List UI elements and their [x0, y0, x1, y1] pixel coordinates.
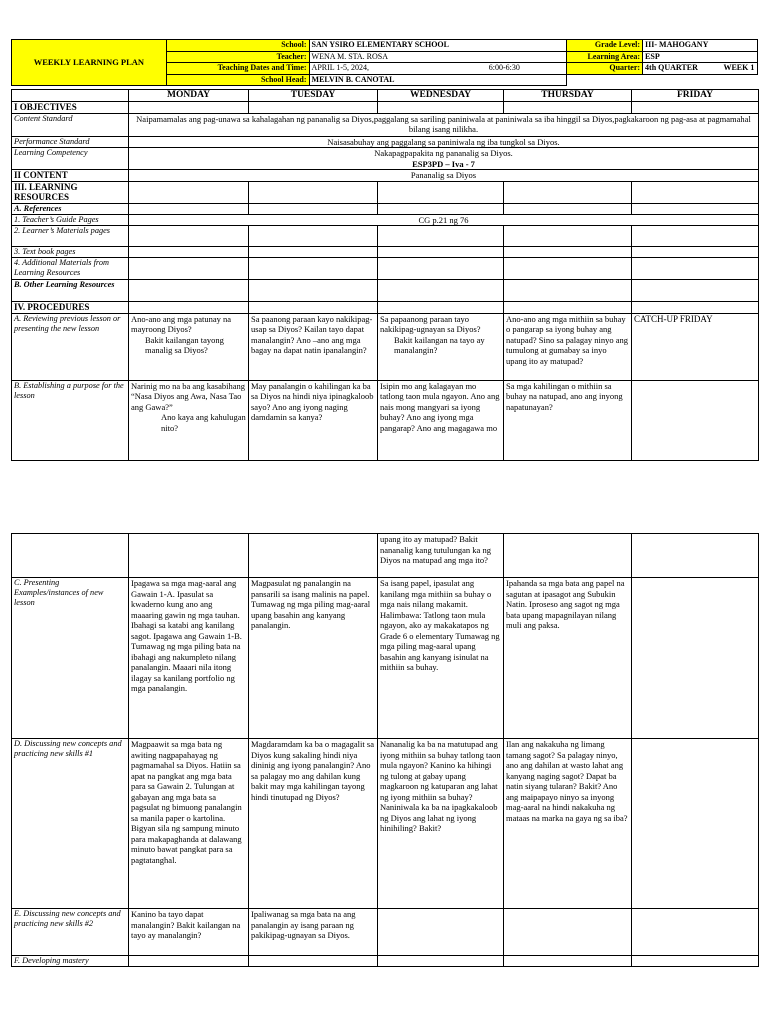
procedures-heading: IV. PROCEDURES — [12, 302, 129, 314]
procedure-a-monday-text-2: Bakit kailangan tayong manalig sa Diyos? — [145, 334, 224, 355]
tg-label: 1. Teacher’s Guide Pages — [12, 214, 129, 226]
resources-heading: III. LEARNING RESOURCES — [12, 181, 129, 203]
head-value: MELVIN B. CANOTAL — [309, 74, 567, 86]
time-value: 6:00-6:30 — [487, 63, 567, 75]
plan-table-page-1 — [11, 89, 759, 461]
teacher-label: Teacher: — [166, 51, 309, 63]
quarter-value: 4th QUARTER — [643, 63, 722, 75]
day-header-wednesday: WEDNESDAY — [378, 90, 504, 102]
procedure-a-wednesday — [378, 313, 504, 380]
procedure-c-friday — [632, 578, 759, 739]
dates-label: Teaching Dates and Time: — [166, 63, 309, 75]
procedure-b-wednesday-continued: upang ito ay matupad? Bakit nananalig kang tutulungan ka ng Diyos na matupad ang mga ito? — [378, 534, 504, 578]
procedure-e-label: E. Discussing new concepts and practicing new skills #2 — [12, 909, 129, 956]
procedure-d-label: D. Discussing new concepts and practicing new skills #1 — [12, 739, 129, 909]
quarter-label: Quarter: — [567, 63, 643, 75]
procedure-a-tuesday: Sa paanong paraan kayo nakikipag-usap sa Diyos? Kailan tayo dapat manalangin? Ano –ano ang mga bagay na dapat natin ipanalangin? — [249, 313, 378, 380]
plan-title: WEEKLY LEARNING PLAN — [12, 40, 167, 86]
procedure-b-friday — [632, 380, 759, 460]
content-value: Pananalig sa Diyos — [129, 170, 759, 182]
plan-table-page-2 — [11, 533, 759, 967]
dates-value: APRIL 1-5, 2024, — [309, 63, 487, 75]
performance-standard-value: Naisasabuhay ang paggalang sa paniniwala ng iba tungkol sa Diyos. — [129, 136, 759, 148]
teacher-value: WENA M. STA. ROSA — [309, 51, 567, 63]
competency-code: ESP3PD – Iva - 7 — [412, 158, 475, 169]
procedure-a-label: A. Reviewing previous lesson or presenting the new lesson — [12, 313, 129, 380]
procedure-f-label: F. Developing mastery — [12, 956, 129, 967]
procedure-c-tuesday: Magpasulat ng panalangin na pansarili sa isang malinis na papel. Tumawag ng mga piling mag-aaral upang basahin ang kanyang panalangin. — [249, 578, 378, 739]
procedure-a-wednesday-text-1: Sa papaanong paraan tayo nakikipag-ugnayan sa Diyos? — [380, 313, 481, 334]
week-value: WEEK 1 — [721, 63, 757, 75]
procedure-d-monday: Magpaawit sa mga bata ng awiting nagpapahayag ng pagmamahal sa Diyos. Hatiin sa apat na pangkat ang mga bata para sa Gawain 2. Tulungan at gabayan ang mga bata sa pagsulat ng bimuong panalangin sa manila paper o kartolina. Bigyan sila ng sampung minuto para makapaghanda at dalawang minuto bawat pangkat para sa pagtatanghal. — [129, 739, 249, 909]
school-label: School: — [166, 40, 309, 52]
competency-value — [129, 148, 759, 170]
grade-label: Grade Level: — [567, 40, 643, 52]
day-header-thursday: THURSDAY — [504, 90, 632, 102]
school-value: SAN YSIRO ELEMENTARY SCHOOL — [309, 40, 567, 52]
lm-label: 2. Learner’s Materials pages — [12, 226, 129, 247]
procedure-b-monday — [129, 380, 249, 460]
procedure-c-monday: Ipagawa sa mga mag-aaral ang Gawain 1-A. Ipasulat sa kwaderno kung ano ang maaaring gawin ng mga tauhan. Ibahagi sa katabi ang kanilang sagot. Ipagawa ang Gawain 1-B. Tumawag ng mga piling bata na ibahagi ang nakumpleto nilang panalangin. Maaari nila itong ilagay sa kanilang portfolio ng mga panalangin. — [129, 578, 249, 739]
content-heading: II CONTENT — [12, 170, 129, 182]
other-resources-label: B. Other Learning Resources — [12, 280, 129, 302]
procedure-c-label: C. Presenting Examples/instances of new lesson — [12, 578, 129, 739]
procedure-a-friday: CATCH-UP FRIDAY — [632, 313, 759, 380]
procedure-b-thursday: Sa mga kahilingan o mithiin sa buhay na natupad, ano ang inyong napatunayan? — [504, 380, 632, 460]
day-header-friday: FRIDAY — [632, 90, 759, 102]
day-header-blank — [12, 90, 129, 102]
procedure-e-monday: Kanino ba tayo dapat manalangin? Bakit kailangan na tayo ay manalangin? — [129, 909, 249, 956]
procedure-d-friday — [632, 739, 759, 909]
procedure-b-monday-text-1: Narinig mo na ba ang kasabihang “Nasa Diyos ang Awa, Nasa Tao ang Gawa?” — [131, 380, 246, 412]
head-label: School Head: — [166, 74, 309, 86]
grade-value: III- MAHOGANY — [643, 40, 758, 52]
competency-label: Learning Competency — [12, 148, 129, 170]
procedure-e-thursday — [504, 909, 632, 956]
procedure-a-monday — [129, 313, 249, 380]
area-value: ESP — [643, 51, 758, 63]
day-header-monday: MONDAY — [129, 90, 249, 102]
procedure-c-thursday: Ipahanda sa mga bata ang papel na sagutan at ipasagot ang Subukin Natin. Iproseso ang sagot ng mga bata upang mapagnilayan nilang muli ang paksa. — [504, 578, 632, 739]
procedure-b-tuesday: May panalangin o kahilingan ka ba sa Diyos na hindi niya ipinagkaloob sayo? Ano ang iyong naging damdamin sa kanya? — [249, 380, 378, 460]
performance-standard-label: Performance Standard — [12, 136, 129, 148]
objectives-heading: I OBJECTIVES — [12, 102, 129, 114]
additional-materials-label: 4. Additional Materials from Learning Resources — [12, 258, 129, 280]
procedure-d-tuesday: Magdaramdam ka ba o magagalit sa Diyos kung sakaling hindi niya dininig ang iyong panalangin? Ano sa palagay mo ang dahilan kung bakit may mga kahilingan tayong hindi tinutupad ng Diyos? — [249, 739, 378, 909]
procedure-b-label: B. Establishing a purpose for the lesson — [12, 380, 129, 460]
area-label: Learning Area: — [567, 51, 643, 63]
textbook-label: 3. Text book pages — [12, 247, 129, 258]
procedure-a-monday-text-1: Ano-ano ang mga patunay na mayroong Diyos? — [131, 313, 232, 334]
procedure-e-tuesday: Ipaliwanag sa mga bata na ang panalangin ay isang paraan ng pakikipag-ugnayan sa Diyos. — [249, 909, 378, 956]
procedure-e-wednesday — [378, 909, 504, 956]
header-table — [11, 39, 758, 86]
procedure-d-thursday: Ilan ang nakakuha ng limang tamang sagot? Sa palagay ninyo, ano ang dahilan at wasto lahat ang kanyang naging sagot? Dapat ba natin siyang tularan? Bakit? Ano ang maipapayo ninyo sa inyong mag-aaral na hindi nakakuha ng mataas na marka na gaya ng sa iba? — [504, 739, 632, 909]
competency-text: Nakapagpapakita ng pananalig sa Diyos. — [374, 148, 513, 158]
procedure-a-wednesday-text-2: Bakit kailangan na tayo ay manalangin? — [394, 334, 485, 355]
procedure-b-monday-text-2: Ano kaya ang kahulugan nito? — [161, 412, 246, 433]
header-blank — [567, 74, 758, 86]
content-standard-value: Naipamamalas ang pag-unawa sa kahalagahan ng pananalig sa Diyos,paggalang sa sariling paniniwala at paniniwala sa iba hinggil sa Diyos,pagkakaroon ng pag-asa at pagmamahal bilang isang nilikha. — [129, 113, 759, 136]
references-label: A. References — [12, 203, 129, 214]
content-standard-label: Content Standard — [12, 113, 129, 136]
procedure-a-thursday: Ano-ano ang mga mithiin sa buhay o pangarap sa iyong buhay ang natupad? Sino sa palagay ninyo ang tumulong at gumabay sa inyo upang ito ay matupad? — [504, 313, 632, 380]
procedure-d-wednesday: Nananalig ka ba na matutupad ang iyong mithiin sa buhay tatlong taon mula ngayon? Kanino ka hihingi ng tulong at gabay upang magkaroon ng katuparan ang lahat ng iyong mithiin sa buhay? Naniniwala ka ba na ipagkakaloob ng Diyos ang lahat ng iyong hinihiling? Bakit? — [378, 739, 504, 909]
procedure-c-wednesday: Sa isang papel, ipasulat ang kanilang mga mithiin sa buhay o mga nais nilang makamit. Halimbawa: Tatlong taon mula ngayon, ako ay makakatapos ng Grade 6 o elementary Tumawag ng mga piling mag-aaral upang basahin ang kanyang isinulat na mithiin sa buhay. — [378, 578, 504, 739]
procedure-b-wednesday: Isipin mo ang kalagayan mo tatlong taon mula ngayon. Ano ang nais mong mangyari sa iyong buhay? Ano ang iyong mga pangarap? Ano ang magagawa mo — [378, 380, 504, 460]
day-header-tuesday: TUESDAY — [249, 90, 378, 102]
tg-value: CG p.21 ng 76 — [129, 214, 759, 226]
procedure-e-friday — [632, 909, 759, 956]
